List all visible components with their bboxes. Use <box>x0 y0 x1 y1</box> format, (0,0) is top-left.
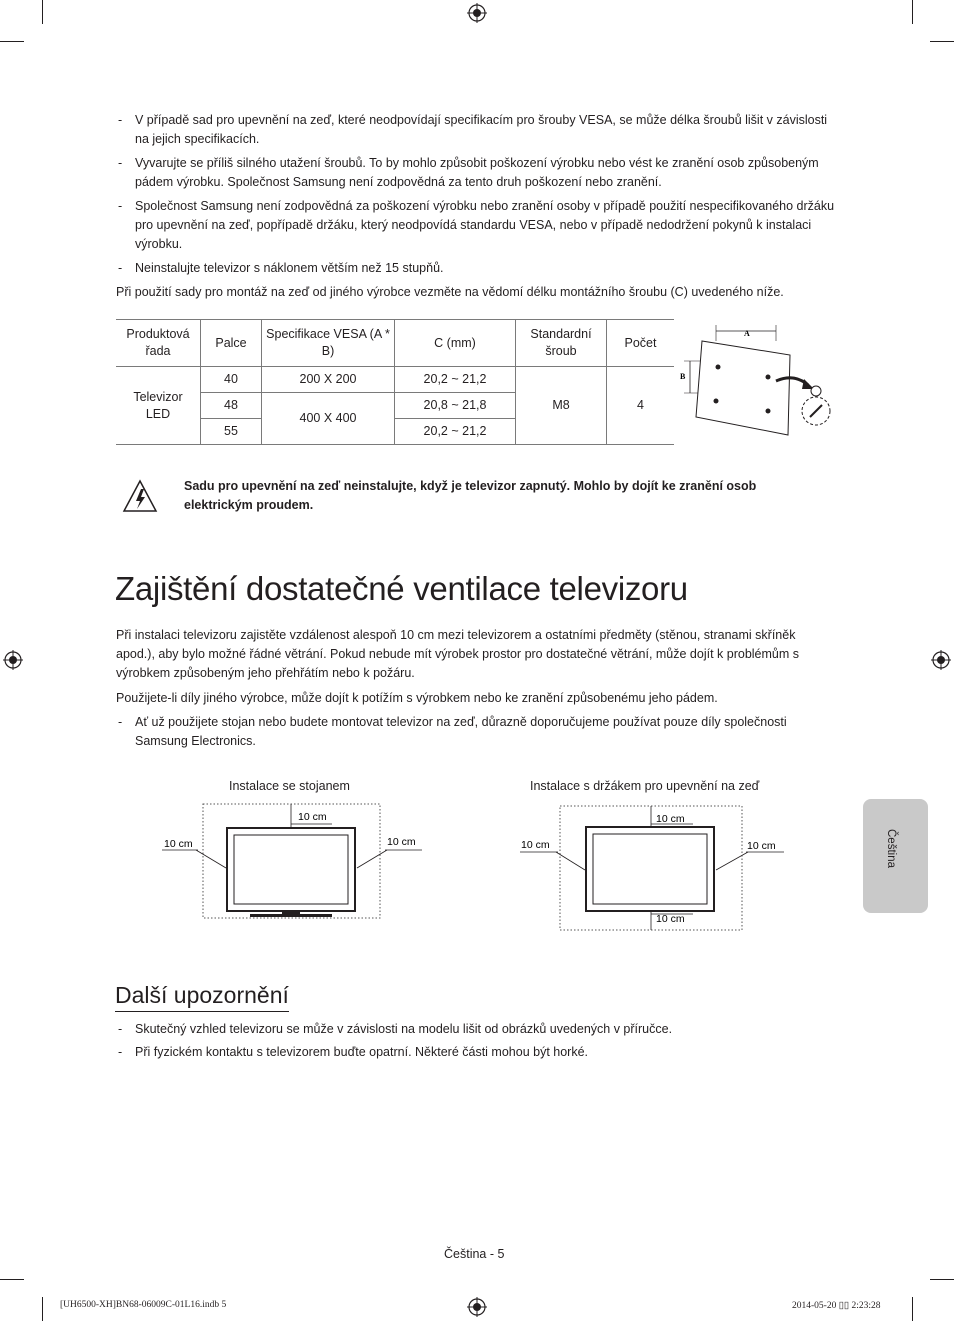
table-cell: M8 <box>516 367 607 445</box>
warning-text: Sadu pro upevnění na zeď neinstalujte, když je televizor zapnutý. Mohlo by dojít ke zranění osob elektrickým proudem. <box>184 479 757 512</box>
list-item: - Ať už použijete stojan nebo budete montovat televizor na zeď, důrazně doporučujeme používat pouze díly společnosti Samsung Electronics. <box>118 715 787 748</box>
distance-label: 10 cm <box>656 813 685 825</box>
registration-mark-icon <box>467 3 487 23</box>
print-timestamp: 2014-05-20 ▯▯ 2:23:28 <box>792 1301 881 1311</box>
registration-mark-icon <box>931 650 951 670</box>
print-file-info: [UH6500-XH]BN68-06009C-01L16.indb 5 <box>60 1300 227 1310</box>
table-header: Produktová řada <box>116 320 201 367</box>
table-cell: 20,2 ~ 21,2 <box>395 419 516 445</box>
table-header: Počet <box>607 320 675 367</box>
table-cell: 20,2 ~ 21,2 <box>395 367 516 393</box>
page-title: Zajištění dostatečné ventilace televizoru <box>115 570 688 607</box>
crop-mark <box>912 1297 913 1321</box>
electric-shock-warning-icon <box>122 479 158 513</box>
distance-label: 10 cm <box>747 840 776 852</box>
table-cell: 55 <box>201 419 262 445</box>
table-header: Standardní šroub <box>516 320 607 367</box>
table-cell: 400 X 400 <box>262 393 395 445</box>
page-number: Čeština - 5 <box>444 1247 505 1261</box>
label-a: A <box>744 329 750 338</box>
wall-mount-figure <box>676 321 836 436</box>
table-header: Palce <box>201 320 262 367</box>
wall-installation-diagram <box>518 802 788 932</box>
section-title: Další upozornění <box>115 982 289 1012</box>
vesa-table <box>116 319 674 445</box>
list-item: - Společnost Samsung není zodpovědná za poškození výrobku nebo zranění osoby v případě použití nespecifikovaného držáku pro upevnění na zeď, popřípadě držáku, který neodpovídá standardu VESA, nebo v případě nedodržení pokynů k instalaci výrobku. <box>118 199 835 251</box>
stand-installation-diagram <box>160 800 426 922</box>
list-item: - V případě sad pro upevnění na zeď, které neodpovídají specifikacím pro šrouby VESA, se může délka šroubů lišit v závislosti na jejich specifikacích. <box>118 113 828 146</box>
language-tab: Čeština <box>863 799 928 913</box>
stand-diagram-title: Instalace se stojanem <box>229 779 350 793</box>
table-cell: 4 <box>607 367 675 445</box>
list-item: - Neinstalujte televizor s náklonem větším než 15 stupňů. <box>118 261 444 275</box>
table-cell: 200 X 200 <box>262 367 395 393</box>
table-cell: 20,8 ~ 21,8 <box>395 393 516 419</box>
crop-mark <box>0 41 24 42</box>
table-cell: 48 <box>201 393 262 419</box>
paragraph: Při instalaci televizoru zajistěte vzdálenost alespoň 10 cm mezi televizorem a ostatními předměty (stěnou, stranami skříněk apod.), aby bylo možné řádné větrání. Pokud nebude mít výrobek prostor pro dostatečné větrání, může dojít k problémům s výrobkem způsobeným jeho přehřátím nebo k požáru. <box>116 628 800 680</box>
table-header: C (mm) <box>395 320 516 367</box>
crop-mark <box>930 41 954 42</box>
crop-mark <box>912 0 913 24</box>
list-item: - Vyvarujte se příliš silného utažení šroubů. To by mohlo způsobit poškození výrobku nebo vést ke zranění osob způsobeným pádem výrobku. Společnost Samsung není zodpovědná za tento druh poškození nebo zranění. <box>118 156 819 189</box>
intro-text: Při použití sady pro montáž na zeď od jiného výrobce vezměte na vědomí délku montážního šroubu (C) uvedeného níže. <box>116 285 784 299</box>
table-cell: 40 <box>201 367 262 393</box>
table-header: Specifikace VESA (A * B) <box>262 320 395 367</box>
distance-label: 10 cm <box>387 836 416 848</box>
table-cell: Televizor LED <box>116 367 201 445</box>
crop-mark <box>0 1279 24 1280</box>
crop-mark <box>930 1279 954 1280</box>
label-b: B <box>680 372 686 381</box>
list-item: - Skutečný vzhled televizoru se může v závislosti na modelu lišit od obrázků uvedených v příručce. <box>118 1022 673 1036</box>
registration-mark-icon <box>3 650 23 670</box>
crop-mark <box>42 0 43 24</box>
distance-label: 10 cm <box>298 811 327 823</box>
distance-label: 10 cm <box>164 838 193 850</box>
list-item: - Při fyzickém kontaktu s televizorem buďte opatrní. Některé části mohou být horké. <box>118 1045 589 1059</box>
wall-diagram-title: Instalace s držákem pro upevnění na zeď <box>530 779 760 793</box>
distance-label: 10 cm <box>656 913 685 925</box>
registration-mark-icon <box>467 1297 487 1317</box>
distance-label: 10 cm <box>521 839 550 851</box>
crop-mark <box>42 1297 43 1321</box>
paragraph: Použijete-li díly jiného výrobce, může dojít k potížím s výrobkem nebo ke zranění způsobenému jeho pádem. <box>116 691 718 705</box>
